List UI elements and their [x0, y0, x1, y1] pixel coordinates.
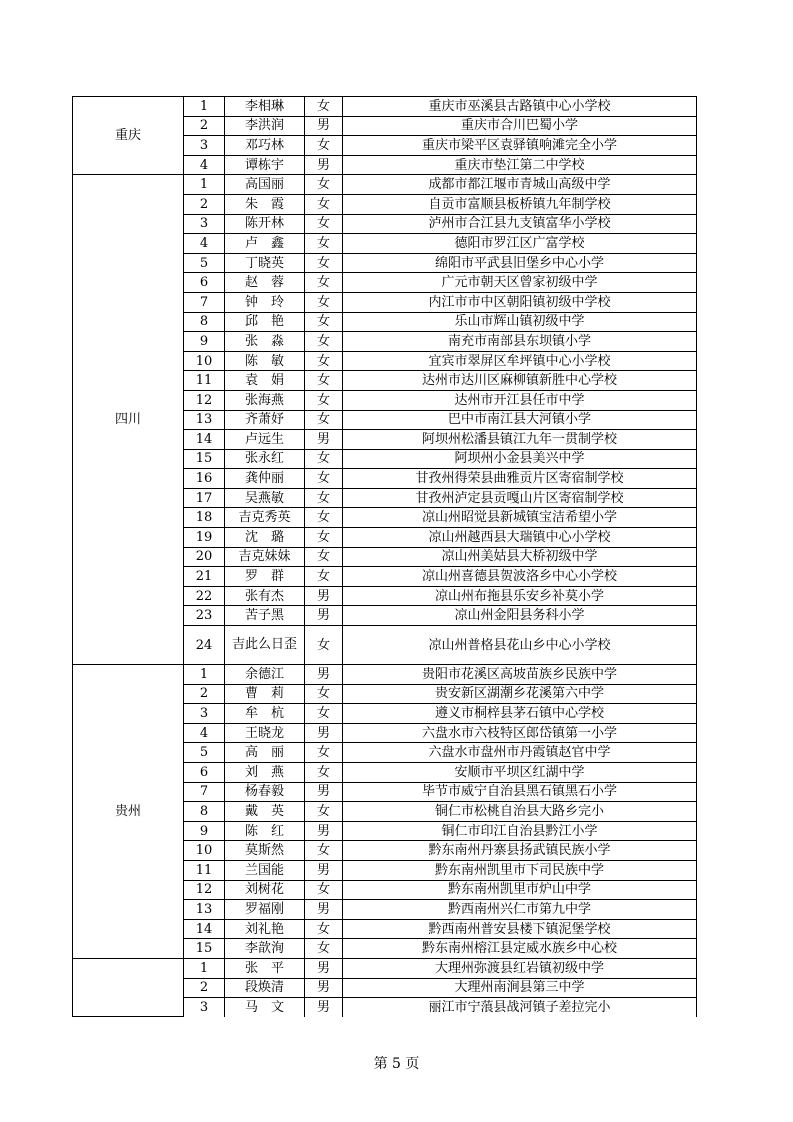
- school-cell: 铜仁市印江自治县黔江小学: [343, 821, 697, 841]
- name-cell: 齐萧妤: [225, 410, 305, 430]
- row-number-cell: 4: [184, 155, 225, 175]
- row-number-cell: 19: [184, 528, 225, 548]
- school-cell: 宜宾市翠屏区牟坪镇中心小学校: [343, 351, 697, 371]
- province-cell: 贵州: [73, 665, 184, 959]
- row-number-cell: 7: [184, 292, 225, 312]
- table-row: [73, 665, 697, 685]
- province-cell: 重庆: [73, 97, 184, 175]
- gender-cell: 女: [305, 371, 343, 391]
- school-cell: 贵阳市花溪区高坡苗族乡民族中学: [343, 665, 697, 685]
- row-number-cell: 1: [184, 958, 225, 978]
- row-number-cell: 18: [184, 508, 225, 528]
- school-cell: 广元市朝天区曾家初级中学: [343, 273, 697, 293]
- gender-cell: 女: [305, 351, 343, 371]
- gender-cell: 女: [305, 234, 343, 254]
- gender-cell: 男: [305, 116, 343, 136]
- row-number-cell: 8: [184, 312, 225, 332]
- school-cell: 巴中市南江县大河镇小学: [343, 410, 697, 430]
- school-cell: 阿坝州松潘县镇江九年一贯制学校: [343, 430, 697, 450]
- row-number-cell: 1: [184, 665, 225, 685]
- gender-cell: 女: [305, 567, 343, 587]
- school-cell: 重庆市巫溪县古路镇中心小学校: [343, 97, 697, 117]
- table-row: [73, 175, 697, 195]
- row-number-cell: 2: [184, 194, 225, 214]
- gender-cell: 女: [305, 194, 343, 214]
- row-number-cell: 12: [184, 880, 225, 900]
- gender-cell: 男: [305, 860, 343, 880]
- gender-cell: 女: [305, 253, 343, 273]
- row-number-cell: 2: [184, 684, 225, 704]
- row-number-cell: 9: [184, 821, 225, 841]
- gender-cell: 女: [305, 684, 343, 704]
- name-cell: 余德江: [225, 665, 305, 685]
- school-cell: 南充市南部县东坝镇小学: [343, 332, 697, 352]
- name-cell: 罗福刚: [225, 900, 305, 920]
- name-cell: 朱 霞: [225, 194, 305, 214]
- school-cell: 凉山州布拖县乐安乡补莫小学: [343, 586, 697, 606]
- name-cell: 陈开林: [225, 214, 305, 234]
- gender-cell: 女: [305, 508, 343, 528]
- row-number-cell: 5: [184, 743, 225, 763]
- school-cell: 黔东南州榕江县定威水族乡中心校: [343, 939, 697, 959]
- gender-cell: 女: [305, 880, 343, 900]
- school-cell: 甘孜州泸定县贡嘎山片区寄宿制学校: [343, 488, 697, 508]
- name-cell: 陈 红: [225, 821, 305, 841]
- gender-cell: 男: [305, 155, 343, 175]
- name-cell: 刘树花: [225, 880, 305, 900]
- row-number-cell: 14: [184, 430, 225, 450]
- roster-table: [72, 96, 697, 1017]
- school-cell: 重庆市梁平区袁驿镇响滩完全小学: [343, 136, 697, 156]
- gender-cell: 男: [305, 978, 343, 998]
- name-cell: 张有杰: [225, 586, 305, 606]
- name-cell: 李相琳: [225, 97, 305, 117]
- name-cell: 沈 璐: [225, 528, 305, 548]
- school-cell: 黔西南州普安县楼下镇泥堡学校: [343, 919, 697, 939]
- school-cell: 六盘水市盘州市丹霞镇赵官中学: [343, 743, 697, 763]
- name-cell: 兰国能: [225, 860, 305, 880]
- name-cell: 卢 鑫: [225, 234, 305, 254]
- row-number-cell: 24: [184, 626, 225, 665]
- school-cell: 丽江市宁蒗县战河镇子差拉完小: [343, 998, 697, 1017]
- gender-cell: 男: [305, 958, 343, 978]
- name-cell: 刘礼艳: [225, 919, 305, 939]
- gender-cell: 女: [305, 273, 343, 293]
- name-cell: 牟 杭: [225, 704, 305, 724]
- name-cell: 吉此么日歪: [225, 626, 305, 665]
- row-number-cell: 3: [184, 704, 225, 724]
- school-cell: 阿坝州小金县美兴中学: [343, 449, 697, 469]
- school-cell: 泸州市合江县九支镇富华小学校: [343, 214, 697, 234]
- school-cell: 达州市达川区麻柳镇新胜中心学校: [343, 371, 697, 391]
- name-cell: 赵 蓉: [225, 273, 305, 293]
- row-number-cell: 12: [184, 390, 225, 410]
- school-cell: 自贡市富顺县板桥镇九年制学校: [343, 194, 697, 214]
- name-cell: 张海燕: [225, 390, 305, 410]
- gender-cell: 男: [305, 900, 343, 920]
- gender-cell: 女: [305, 449, 343, 469]
- row-number-cell: 15: [184, 449, 225, 469]
- school-cell: 大理州弥渡县红岩镇初级中学: [343, 958, 697, 978]
- gender-cell: 男: [305, 782, 343, 802]
- gender-cell: 女: [305, 626, 343, 665]
- row-number-cell: 1: [184, 175, 225, 195]
- name-cell: 李洪润: [225, 116, 305, 136]
- gender-cell: 女: [305, 390, 343, 410]
- name-cell: 高国丽: [225, 175, 305, 195]
- row-number-cell: 5: [184, 253, 225, 273]
- name-cell: 张 淼: [225, 332, 305, 352]
- name-cell: 戴 英: [225, 802, 305, 822]
- name-cell: 刘 燕: [225, 763, 305, 783]
- row-number-cell: 10: [184, 351, 225, 371]
- name-cell: 苦子黑: [225, 606, 305, 626]
- name-cell: 龚仲丽: [225, 469, 305, 489]
- gender-cell: 女: [305, 469, 343, 489]
- table-row: [73, 97, 697, 117]
- name-cell: 卢远生: [225, 430, 305, 450]
- name-cell: 邱 艳: [225, 312, 305, 332]
- row-number-cell: 21: [184, 567, 225, 587]
- row-number-cell: 23: [184, 606, 225, 626]
- gender-cell: 女: [305, 214, 343, 234]
- gender-cell: 男: [305, 586, 343, 606]
- name-cell: 杨春毅: [225, 782, 305, 802]
- school-cell: 凉山州金阳县务科小学: [343, 606, 697, 626]
- name-cell: 张 平: [225, 958, 305, 978]
- school-cell: 黔西南州兴仁市第九中学: [343, 900, 697, 920]
- name-cell: 高 丽: [225, 743, 305, 763]
- page-number: 第 5 页: [373, 1056, 420, 1072]
- gender-cell: 女: [305, 743, 343, 763]
- school-cell: 重庆市合川巴蜀小学: [343, 116, 697, 136]
- row-number-cell: 6: [184, 273, 225, 293]
- school-cell: 达州市开江县任市中学: [343, 390, 697, 410]
- row-number-cell: 10: [184, 841, 225, 861]
- gender-cell: 男: [305, 998, 343, 1017]
- row-number-cell: 14: [184, 919, 225, 939]
- gender-cell: 女: [305, 528, 343, 548]
- name-cell: 曹 莉: [225, 684, 305, 704]
- gender-cell: 男: [305, 723, 343, 743]
- name-cell: 邓巧林: [225, 136, 305, 156]
- school-cell: 德阳市罗江区广富学校: [343, 234, 697, 254]
- school-cell: 乐山市辉山镇初级中学: [343, 312, 697, 332]
- school-cell: 重庆市垫江第二中学校: [343, 155, 697, 175]
- name-cell: 罗 群: [225, 567, 305, 587]
- row-number-cell: 22: [184, 586, 225, 606]
- gender-cell: 女: [305, 175, 343, 195]
- gender-cell: 女: [305, 704, 343, 724]
- gender-cell: 女: [305, 919, 343, 939]
- province-cell: [73, 958, 184, 1016]
- roster-body: [73, 97, 697, 1017]
- row-number-cell: 7: [184, 782, 225, 802]
- school-cell: 甘孜州得荣县曲雅贡片区寄宿制学校: [343, 469, 697, 489]
- school-cell: 黔东南州凯里市炉山中学: [343, 880, 697, 900]
- name-cell: 莫斯然: [225, 841, 305, 861]
- school-cell: 内江市市中区朝阳镇初级中学校: [343, 292, 697, 312]
- name-cell: 丁晓英: [225, 253, 305, 273]
- school-cell: 贵安新区湖潮乡花溪第六中学: [343, 684, 697, 704]
- school-cell: 安顺市平坝区红湖中学: [343, 763, 697, 783]
- row-number-cell: 15: [184, 939, 225, 959]
- province-cell: 四川: [73, 175, 184, 665]
- row-number-cell: 4: [184, 234, 225, 254]
- name-cell: 吉克秀英: [225, 508, 305, 528]
- school-cell: 六盘水市六枝特区郎岱镇第一小学: [343, 723, 697, 743]
- school-cell: 凉山州喜德县贺波洛乡中心小学校: [343, 567, 697, 587]
- gender-cell: 女: [305, 292, 343, 312]
- row-number-cell: 9: [184, 332, 225, 352]
- row-number-cell: 3: [184, 214, 225, 234]
- school-cell: 铜仁市松桃自治县大路乡完小: [343, 802, 697, 822]
- row-number-cell: 3: [184, 136, 225, 156]
- gender-cell: 女: [305, 488, 343, 508]
- gender-cell: 女: [305, 312, 343, 332]
- name-cell: 马 文: [225, 998, 305, 1017]
- name-cell: 吉克妹妹: [225, 547, 305, 567]
- name-cell: 谭栋宇: [225, 155, 305, 175]
- name-cell: 袁 娟: [225, 371, 305, 391]
- name-cell: 张永红: [225, 449, 305, 469]
- name-cell: 陈 敏: [225, 351, 305, 371]
- gender-cell: 女: [305, 841, 343, 861]
- gender-cell: 女: [305, 802, 343, 822]
- school-cell: 成都市都江堰市青城山高级中学: [343, 175, 697, 195]
- gender-cell: 男: [305, 665, 343, 685]
- gender-cell: 女: [305, 97, 343, 117]
- name-cell: 王晓龙: [225, 723, 305, 743]
- row-number-cell: 13: [184, 410, 225, 430]
- gender-cell: 男: [305, 821, 343, 841]
- row-number-cell: 17: [184, 488, 225, 508]
- school-cell: 凉山州越西县大瑞镇中心小学校: [343, 528, 697, 548]
- gender-cell: 女: [305, 939, 343, 959]
- school-cell: 凉山州昭觉县新城镇宝洁希望小学: [343, 508, 697, 528]
- row-number-cell: 8: [184, 802, 225, 822]
- school-cell: 凉山州普格县花山乡中心小学校: [343, 626, 697, 665]
- gender-cell: 女: [305, 410, 343, 430]
- row-number-cell: 11: [184, 860, 225, 880]
- name-cell: 段焕清: [225, 978, 305, 998]
- row-number-cell: 2: [184, 978, 225, 998]
- gender-cell: 男: [305, 430, 343, 450]
- name-cell: 李歆洵: [225, 939, 305, 959]
- gender-cell: 女: [305, 332, 343, 352]
- row-number-cell: 1: [184, 97, 225, 117]
- school-cell: 凉山州美姑县大桥初级中学: [343, 547, 697, 567]
- gender-cell: 女: [305, 763, 343, 783]
- row-number-cell: 6: [184, 763, 225, 783]
- school-cell: 大理州南涧县第三中学: [343, 978, 697, 998]
- row-number-cell: 3: [184, 998, 225, 1017]
- row-number-cell: 16: [184, 469, 225, 489]
- row-number-cell: 13: [184, 900, 225, 920]
- school-cell: 黔东南州凯里市下司民族中学: [343, 860, 697, 880]
- school-cell: 绵阳市平武县旧堡乡中心小学: [343, 253, 697, 273]
- row-number-cell: 11: [184, 371, 225, 391]
- school-cell: 黔东南州丹寨县扬武镇民族小学: [343, 841, 697, 861]
- gender-cell: 女: [305, 136, 343, 156]
- row-number-cell: 4: [184, 723, 225, 743]
- school-cell: 遵义市桐梓县茅石镇中心学校: [343, 704, 697, 724]
- school-cell: 毕节市威宁自治县黑石镇黑石小学: [343, 782, 697, 802]
- row-number-cell: 2: [184, 116, 225, 136]
- name-cell: 吴燕敏: [225, 488, 305, 508]
- gender-cell: 女: [305, 547, 343, 567]
- name-cell: 钟 玲: [225, 292, 305, 312]
- gender-cell: 男: [305, 606, 343, 626]
- table-row: [73, 958, 697, 978]
- row-number-cell: 20: [184, 547, 225, 567]
